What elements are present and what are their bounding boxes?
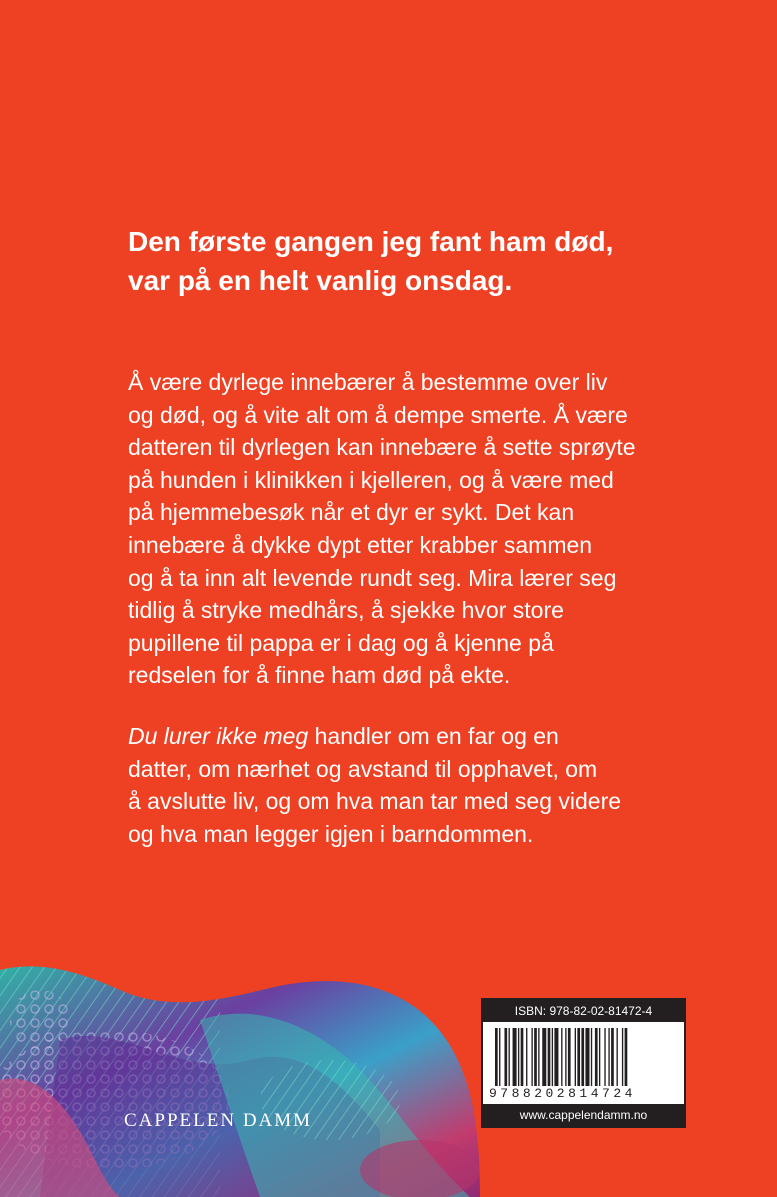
headline-line-2: var på en helt vanlig onsdag. — [128, 265, 513, 296]
barcode-bar — [495, 1028, 498, 1086]
blurb-line: og hva man legger igjen i barndommen. — [128, 820, 534, 847]
blurb-line: på hunden i klinikken i kjelleren, og å være med — [128, 466, 614, 493]
barcode-bar — [599, 1028, 600, 1086]
barcode-bar — [622, 1028, 623, 1086]
blurb-line: Å være dyrlege innebærer å bestemme over liv — [128, 369, 608, 395]
publisher-url: www.cappelendamm.no — [483, 1104, 684, 1126]
barcode-bar — [561, 1028, 562, 1086]
blurb-line: pupillene til pappa er i dag og å kjenne på — [128, 629, 554, 656]
barcode-bar — [504, 1028, 507, 1086]
abstract-artwork — [0, 960, 480, 1197]
barcode-bar — [542, 1028, 546, 1086]
blurb-line: innebære å dykke dypt etter krabber sammen — [128, 531, 593, 558]
barcode-bar — [531, 1028, 532, 1086]
blurb-line: og død, og å vite alt om å dempe smerte. Å være — [128, 401, 628, 428]
blurb-line: tidlig å stryke medhårs, å sjekke hvor store — [128, 597, 564, 624]
barcode-bar — [518, 1028, 519, 1086]
barcode-bar — [552, 1028, 553, 1086]
barcode-bar — [534, 1028, 537, 1086]
barcode-bar — [509, 1028, 510, 1086]
barcode-bar — [568, 1028, 571, 1086]
blurb-line-rest: handler om en far og en — [308, 723, 559, 749]
blurb-line: på hjemmebesøk når et dyr er sykt. Det kan — [128, 499, 575, 526]
barcode-bars — [493, 1028, 674, 1086]
headline-line-1: Den første gangen jeg fant ham død, — [128, 226, 614, 257]
barcode-bar — [554, 1028, 558, 1086]
barcode-bar — [577, 1028, 580, 1086]
barcode-bar — [538, 1028, 539, 1086]
barcode-bar — [581, 1028, 584, 1086]
blurb-line: datter, om nærhet og avstand til opphavet, om — [128, 755, 598, 782]
blurb-line: redselen for å finne ham død på ekte. — [128, 662, 511, 689]
barcode-bar — [595, 1028, 598, 1086]
barcode-bar — [548, 1028, 551, 1086]
barcode-bar — [575, 1028, 576, 1086]
headline-quote — [128, 222, 688, 300]
barcode-bar — [585, 1028, 589, 1086]
book-title-italic: Du lurer ikke meg — [128, 723, 309, 749]
publisher-logo: CAPPELEN DAMM — [124, 1110, 313, 1131]
barcode-bar — [617, 1028, 618, 1086]
barcode-bar — [591, 1028, 592, 1086]
barcode-digits: 9788202814724 — [489, 1086, 636, 1101]
blurb-line — [128, 720, 698, 753]
blurb-paragraph-1 — [128, 366, 698, 692]
barcode-bar — [526, 1028, 527, 1086]
barcode-bar — [611, 1028, 614, 1086]
blurb-line: og å ta inn alt levende rundt seg. Mira lærer seg — [128, 564, 617, 591]
isbn-label: ISBN: 978-82-02-81472-4 — [483, 1000, 684, 1022]
barcode-bar — [499, 1028, 500, 1086]
barcode-block — [481, 998, 686, 1128]
barcode-bar — [513, 1028, 517, 1086]
blurb-line: å avslutte liv, og om hva man tar med seg videre — [128, 788, 622, 815]
blurb-line: datteren til dyrlegen kan innebære å sette sprøyte — [128, 434, 636, 461]
barcode-bar — [608, 1028, 609, 1086]
barcode-bar — [625, 1028, 628, 1086]
blurb-paragraph-2 — [128, 720, 698, 850]
barcode-bar — [521, 1028, 524, 1086]
barcode-bar — [565, 1028, 566, 1086]
barcode-bar — [604, 1028, 605, 1086]
